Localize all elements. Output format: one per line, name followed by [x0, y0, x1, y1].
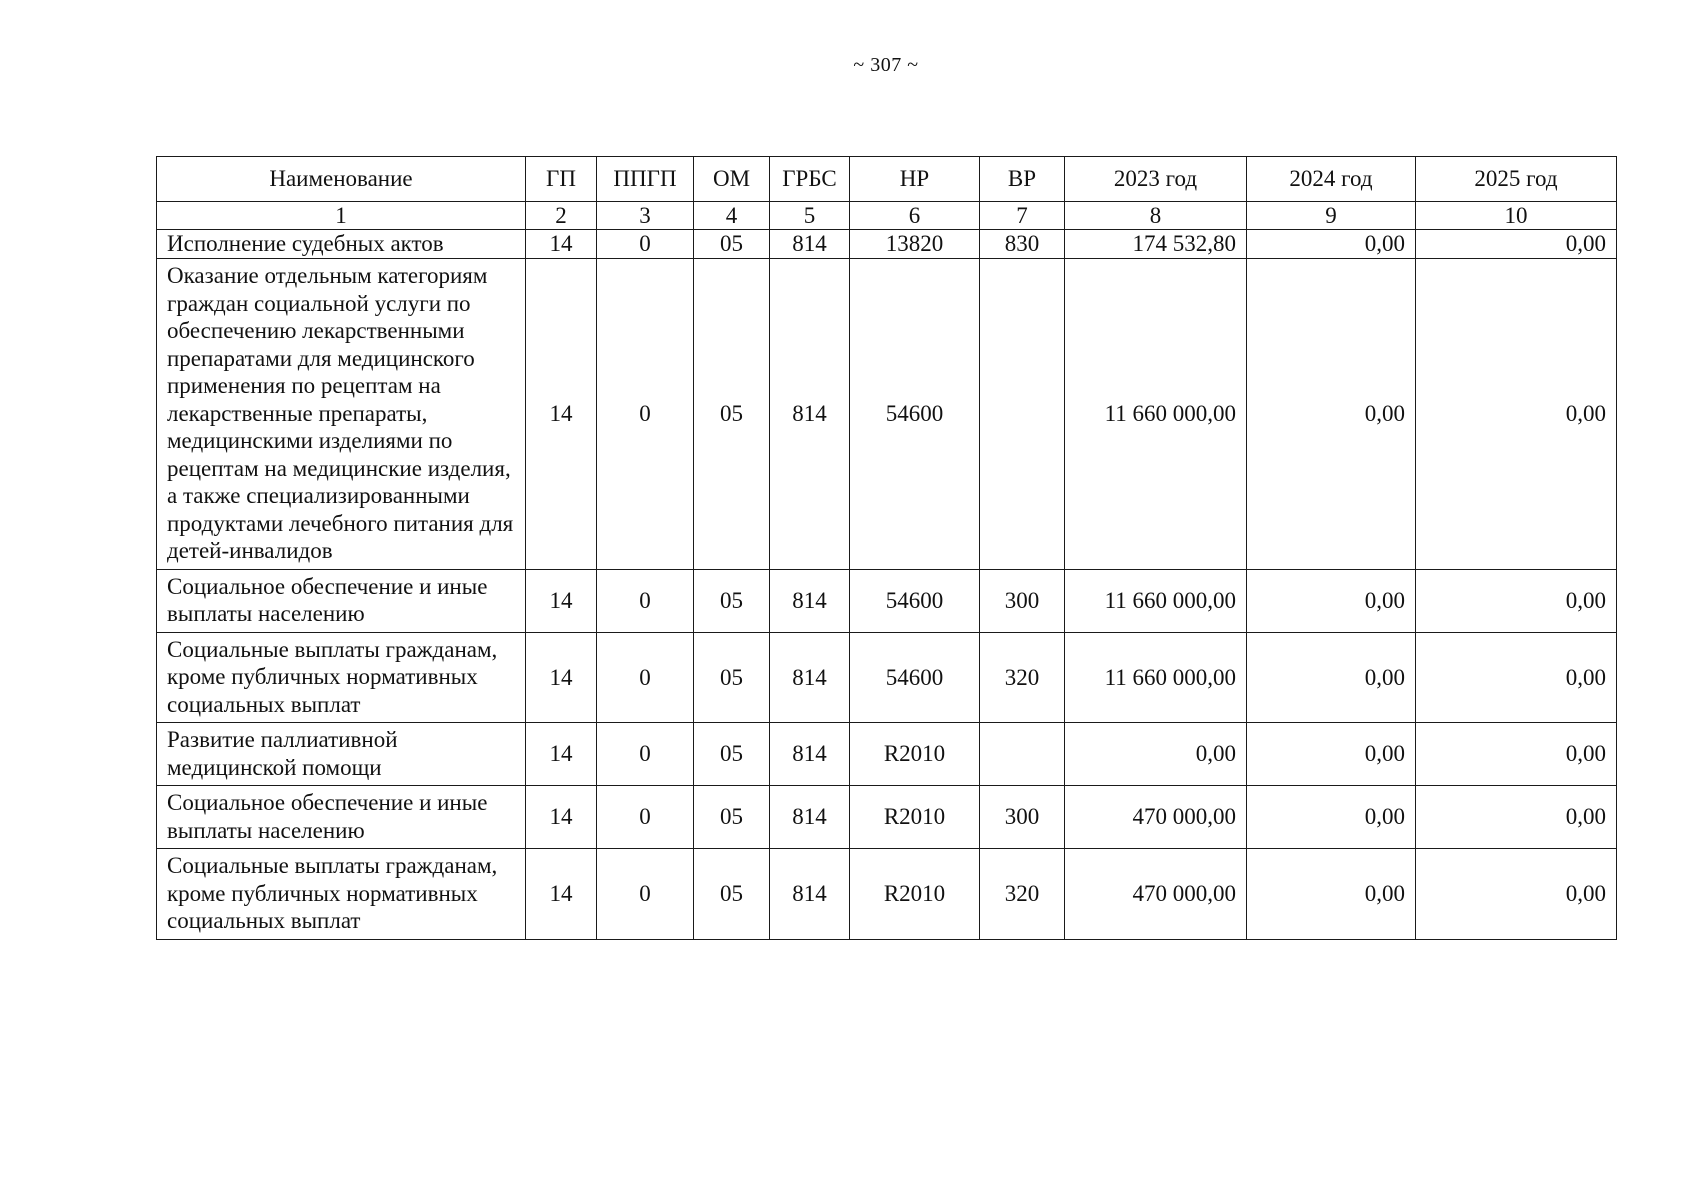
table-row	[157, 849, 1617, 940]
row-grbs-cell: 814	[770, 849, 850, 940]
row-ppgp-cell: 0	[597, 849, 694, 940]
column-number: 2	[526, 202, 597, 230]
row-name-cell: Исполнение судебных актов	[157, 230, 526, 259]
row-nr-cell: 54600	[850, 259, 980, 570]
row-2023-amount: 0,00	[1065, 723, 1247, 786]
row-2023-amount: 470 000,00	[1065, 849, 1247, 940]
budget-table	[156, 156, 1617, 940]
column-number: 4	[694, 202, 770, 230]
row-vr-cell	[980, 259, 1065, 570]
row-nr-cell: 54600	[850, 569, 980, 632]
row-gp-cell: 14	[526, 849, 597, 940]
table-row	[157, 259, 1617, 570]
row-vr-cell: 300	[980, 569, 1065, 632]
row-2025-amount: 0,00	[1416, 723, 1617, 786]
header-gp: ГП	[526, 157, 597, 202]
row-om-cell: 05	[694, 786, 770, 849]
table-row	[157, 230, 1617, 259]
row-ppgp-cell: 0	[597, 723, 694, 786]
row-om-cell: 05	[694, 849, 770, 940]
row-name-cell: Оказание отдельным категориям граждан социальной услуги по обеспечению лекарственными препаратами для медицинского применения по рецептам на лекарственные препараты, медицинскими изделиями по рецептам на медицинские изделия, а также специализированными продуктами лечебного питания для детей-инвалидов	[157, 259, 526, 570]
table-row	[157, 786, 1617, 849]
header-om: ОМ	[694, 157, 770, 202]
row-grbs-cell: 814	[770, 786, 850, 849]
row-2023-amount: 11 660 000,00	[1065, 632, 1247, 723]
row-grbs-cell: 814	[770, 259, 850, 570]
header-2023: 2023 год	[1065, 157, 1247, 202]
row-ppgp-cell: 0	[597, 569, 694, 632]
row-ppgp-cell: 0	[597, 786, 694, 849]
row-2024-amount: 0,00	[1247, 723, 1416, 786]
column-number-row	[157, 202, 1617, 230]
row-ppgp-cell: 0	[597, 230, 694, 259]
row-gp-cell: 14	[526, 569, 597, 632]
column-number: 9	[1247, 202, 1416, 230]
column-number: 6	[850, 202, 980, 230]
row-om-cell: 05	[694, 230, 770, 259]
page-number: ~ 307 ~	[853, 54, 919, 76]
column-number: 7	[980, 202, 1065, 230]
header-grbs: ГРБС	[770, 157, 850, 202]
row-vr-cell: 300	[980, 786, 1065, 849]
row-nr-cell: R2010	[850, 786, 980, 849]
row-om-cell: 05	[694, 723, 770, 786]
row-ppgp-cell: 0	[597, 632, 694, 723]
table-row	[157, 632, 1617, 723]
row-2024-amount: 0,00	[1247, 632, 1416, 723]
row-gp-cell: 14	[526, 786, 597, 849]
header-nr: НР	[850, 157, 980, 202]
row-2025-amount: 0,00	[1416, 230, 1617, 259]
row-2025-amount: 0,00	[1416, 786, 1617, 849]
row-nr-cell: 13820	[850, 230, 980, 259]
row-gp-cell: 14	[526, 259, 597, 570]
column-number: 3	[597, 202, 694, 230]
row-2023-amount: 174 532,80	[1065, 230, 1247, 259]
row-vr-cell: 320	[980, 632, 1065, 723]
column-number: 10	[1416, 202, 1617, 230]
column-number: 8	[1065, 202, 1247, 230]
row-name-cell: Социальные выплаты гражданам, кроме публичных нормативных социальных выплат	[157, 849, 526, 940]
row-2023-amount: 11 660 000,00	[1065, 259, 1247, 570]
row-gp-cell: 14	[526, 632, 597, 723]
row-gp-cell: 14	[526, 723, 597, 786]
row-2025-amount: 0,00	[1416, 569, 1617, 632]
row-om-cell: 05	[694, 259, 770, 570]
header-2025: 2025 год	[1416, 157, 1617, 202]
row-2023-amount: 470 000,00	[1065, 786, 1247, 849]
row-name-cell: Социальные выплаты гражданам, кроме публичных нормативных социальных выплат	[157, 632, 526, 723]
header-ppgp: ППГП	[597, 157, 694, 202]
row-vr-cell: 320	[980, 849, 1065, 940]
header-vr: ВР	[980, 157, 1065, 202]
row-2024-amount: 0,00	[1247, 230, 1416, 259]
column-number: 1	[157, 202, 526, 230]
row-nr-cell: R2010	[850, 849, 980, 940]
row-ppgp-cell: 0	[597, 259, 694, 570]
header-name: Наименование	[157, 157, 526, 202]
row-nr-cell: R2010	[850, 723, 980, 786]
row-vr-cell: 830	[980, 230, 1065, 259]
column-number: 5	[770, 202, 850, 230]
row-name-cell: Социальное обеспечение и иные выплаты населению	[157, 569, 526, 632]
row-2025-amount: 0,00	[1416, 632, 1617, 723]
header-2024: 2024 год	[1247, 157, 1416, 202]
row-gp-cell: 14	[526, 230, 597, 259]
row-2024-amount: 0,00	[1247, 259, 1416, 570]
row-2025-amount: 0,00	[1416, 849, 1617, 940]
row-name-cell: Социальное обеспечение и иные выплаты населению	[157, 786, 526, 849]
row-grbs-cell: 814	[770, 230, 850, 259]
row-nr-cell: 54600	[850, 632, 980, 723]
row-om-cell: 05	[694, 569, 770, 632]
row-grbs-cell: 814	[770, 569, 850, 632]
row-name-cell: Развитие паллиативной медицинской помощи	[157, 723, 526, 786]
row-2024-amount: 0,00	[1247, 569, 1416, 632]
header-row	[157, 157, 1617, 202]
row-vr-cell	[980, 723, 1065, 786]
row-grbs-cell: 814	[770, 723, 850, 786]
table-row	[157, 723, 1617, 786]
row-grbs-cell: 814	[770, 632, 850, 723]
row-om-cell: 05	[694, 632, 770, 723]
row-2023-amount: 11 660 000,00	[1065, 569, 1247, 632]
table-row	[157, 569, 1617, 632]
row-2024-amount: 0,00	[1247, 849, 1416, 940]
row-2025-amount: 0,00	[1416, 259, 1617, 570]
row-2024-amount: 0,00	[1247, 786, 1416, 849]
